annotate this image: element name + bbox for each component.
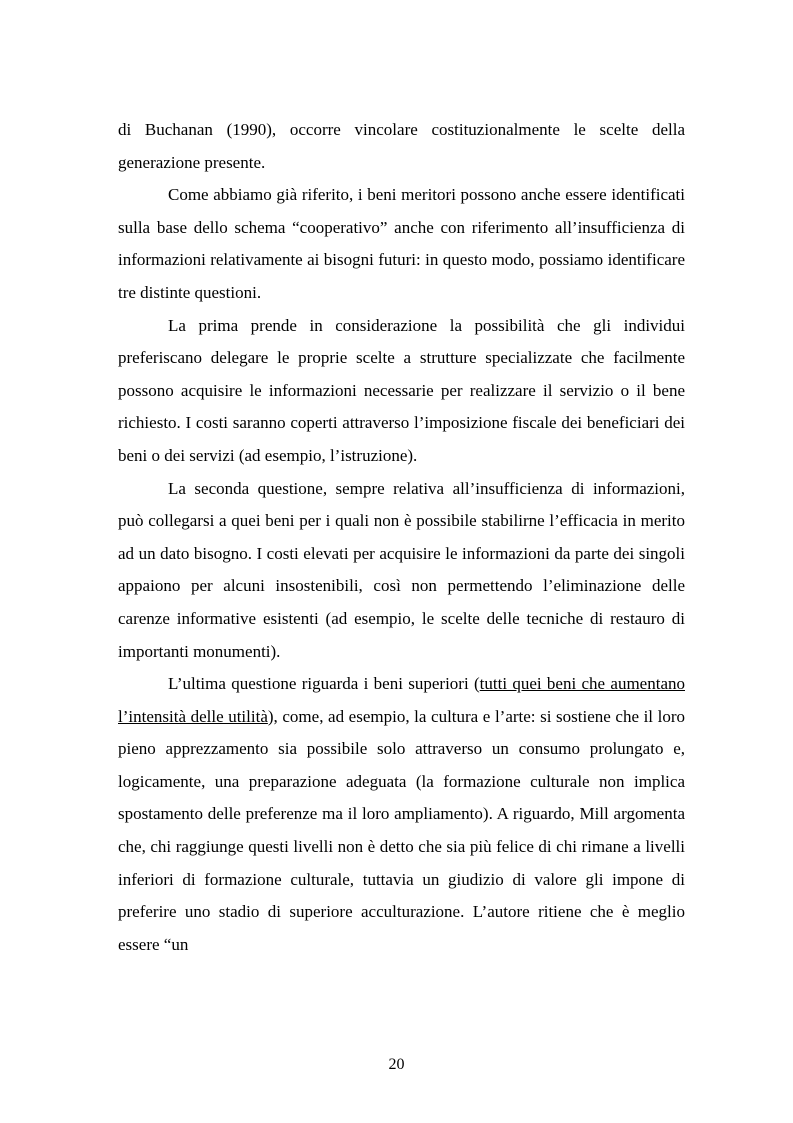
paragraph-seconda-questione: La seconda questione, sempre relativa all’insufficienza di informazioni, può collegarsi a quei beni per i quali non è possibile stabilirne l’efficacia in merito ad un dato bisogno. I costi elevati per acquisire le informazioni da parte dei singoli appaiono per alcuni insostenibili, così non permettendo l’eliminazione delle carenze informative esistenti (ad esempio, le scelte delle tecniche di restauro di importanti monumenti). (118, 478, 685, 661)
underlined-definition: tutti quei beni che aumentano l’intensità delle utilità (118, 674, 685, 726)
paragraph-prima-questione: La prima prende in considerazione la possibilità che gli individui preferiscano delegare le proprie scelte a strutture specializzate che facilmente possono acquisire le informazioni necessarie per realizzare il servizio o il bene richiesto. I costi saranno coperti attraverso l’imposizione fiscale dei beneficiari dei beni o dei servizi (ad esempio, l’istruzione). (118, 315, 685, 465)
paragraph-schema-cooperativo: Come abbiamo già riferito, i beni meritori possono anche essere identificati sulla base dello schema “cooperativo” anche con riferimento all’insufficienza di informazioni relativamente ai bisogni futuri: in questo modo, possiamo identificare tre distinte questioni. (118, 185, 685, 302)
paragraph-text-before: L’ultima questione riguarda i beni superiori ( (168, 674, 480, 694)
paragraph-text-after: ), come, ad esempio, la cultura e l’arte: si sostiene che il loro pieno apprezzamento sia possibile solo attraverso un consumo prolungato e, logicamente, una preparazione adeguata (la formazione culturale non implica spostamento delle preferenze ma il loro ampliamento). A riguardo, Mill argomenta che, chi raggiunge questi livelli non è detto che sia più felice di chi rimane a livelli inferiori di formazione culturale, tuttavia un giudizio di valore gli impone di preferire uno stadio di superiore acculturazione. L’autore ritiene che è meglio essere “un (118, 706, 686, 954)
page-number: 20 (388, 1056, 405, 1073)
paragraph-continuation: di Buchanan (1990), occorre vincolare costituzionalmente le scelte della generazione presente. (118, 120, 685, 172)
paragraph-ultima-questione (118, 668, 685, 961)
page-body (118, 114, 685, 961)
